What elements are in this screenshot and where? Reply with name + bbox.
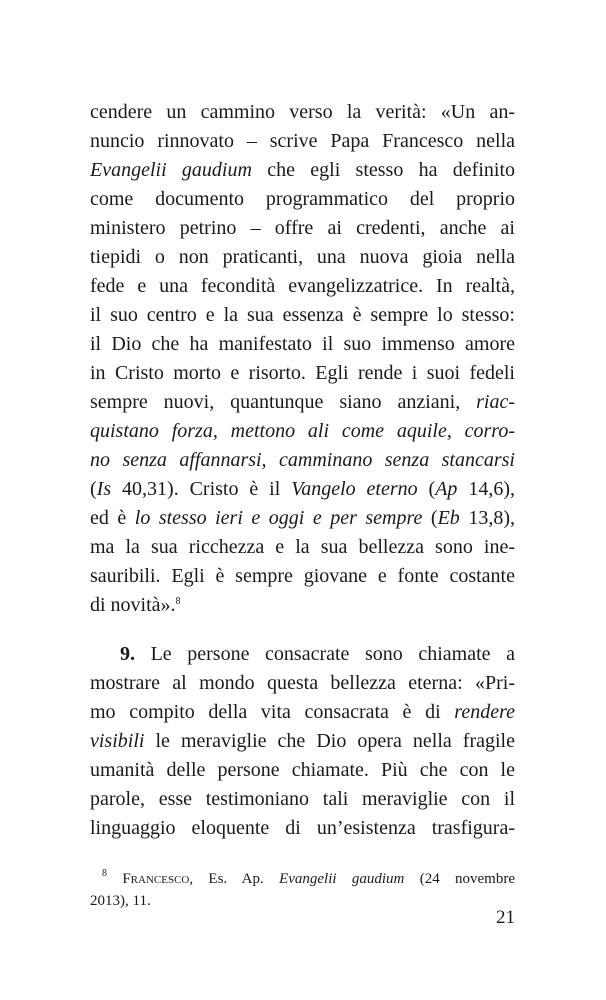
work-title: Evangelii gaudium	[90, 159, 252, 181]
text-line	[90, 419, 515, 444]
text-line: cendere un cammino verso la verità: «Un an-	[90, 101, 515, 123]
page-number: 21	[496, 907, 515, 928]
footnote-line: 2013), 11.	[90, 893, 151, 909]
quotation-italic: riac-	[476, 391, 515, 413]
text-line: come documento programmatico del proprio	[90, 188, 515, 210]
text-span: (	[90, 478, 97, 500]
bible-book-abbrev: Ap	[435, 478, 458, 500]
quotation-italic: no senza affannarsi, camminano senza stancarsi	[90, 449, 515, 471]
text-line: fede e una fecondità evangelizzatrice. In realtà,	[90, 275, 515, 297]
quotation-italic: Vangelo eterno	[291, 478, 418, 500]
bible-book-abbrev: Is	[96, 478, 112, 500]
text-line: ministero petrino – offre ai credenti, anche ai	[90, 217, 515, 239]
text-span: (	[417, 478, 436, 500]
paragraph-number: 9.	[120, 643, 135, 665]
text-span: Le persone consacrate sono chiamate a	[135, 643, 515, 665]
text-line: parole, esse testimoniano tali meraviglie con il	[90, 788, 515, 810]
text-span: , Es. Ap.	[189, 871, 280, 887]
text-line: tiepidi o non praticanti, una nuova gioia nella	[90, 246, 515, 268]
text-line	[120, 642, 515, 667]
text-span: 14,6),	[457, 478, 516, 500]
text-span: sempre nuovi, quantunque siano anziani,	[90, 391, 477, 413]
text-line	[90, 506, 515, 531]
footnote-line	[102, 868, 515, 890]
text-span: (	[422, 507, 438, 529]
text-line	[90, 158, 515, 183]
text-line: il suo centro e la sua essenza è sempre lo stesso:	[90, 304, 515, 326]
text-span: 40,31). Cristo è il	[111, 478, 292, 500]
footnote-author: Francesco	[122, 871, 190, 887]
text-span: che egli stesso ha definito	[251, 159, 515, 181]
text-line	[90, 448, 515, 473]
footnote-marker: 8	[102, 868, 107, 879]
text-line	[90, 477, 515, 502]
emphasis-italic: rendere	[454, 701, 515, 723]
emphasis-italic: visibili	[90, 730, 145, 752]
text-span: di novità».	[90, 594, 176, 616]
text-span: mo compito della vita consacrata è di	[90, 701, 455, 723]
footnote-reference: 8	[175, 596, 181, 607]
text-line	[90, 593, 515, 618]
text-span: ed è	[90, 507, 135, 529]
text-line	[90, 700, 515, 725]
text-line: il Dio che ha manifestato il suo immenso amore	[90, 333, 515, 355]
quotation-italic: lo stesso ieri e oggi e per sempre	[134, 507, 423, 529]
work-title: Evangelii gaudium	[279, 871, 405, 887]
text-line: umanità delle persone chiamate. Più che con le	[90, 759, 515, 781]
text-line: mostrare al mondo questa bellezza eterna: «Pri-	[90, 672, 515, 694]
text-span: le meraviglie che Dio opera nella fragile	[144, 730, 515, 752]
text-line: linguaggio eloquente di un’esistenza trasfigura-	[90, 817, 515, 839]
text-span: 13,8),	[459, 507, 515, 529]
text-line	[90, 729, 515, 754]
text-line: sauribili. Egli è sempre giovane e fonte costante	[90, 565, 515, 587]
text-line: ma la sua ricchezza e la sua bellezza sono ine-	[90, 536, 515, 558]
text-span: (24 novembre	[404, 871, 516, 887]
text-line	[90, 390, 515, 415]
text-line: nuncio rinnovato – scrive Papa Francesco nella	[90, 130, 515, 152]
bible-book-abbrev: Eb	[437, 507, 460, 529]
quotation-italic: quistano forza, mettono ali come aquile, corro-	[90, 420, 515, 442]
text-line: in Cristo morto e risorto. Egli rende i suoi fedeli	[90, 362, 515, 384]
